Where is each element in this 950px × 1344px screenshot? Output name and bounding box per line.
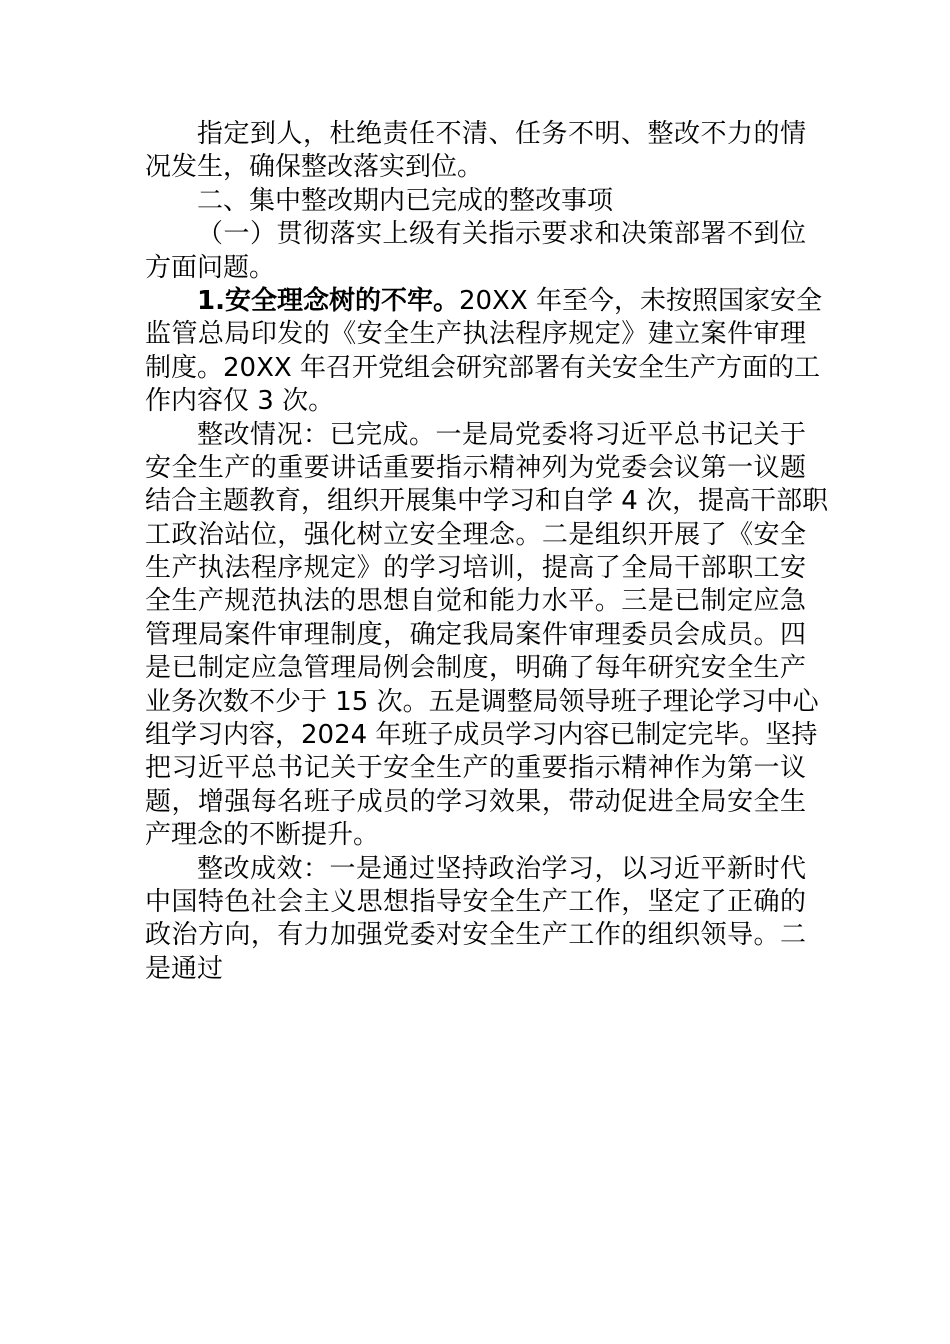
text-line: 业务次数不少于 15 次。五是调整局领导班子理论学习中心 [145,686,819,717]
text-line: 结合主题教育，组织开展集中学习和自学 4 次，提高干部职 [145,486,829,517]
subsection-heading-cont: 方面问题。 [145,252,276,283]
text-line: 产理念的不断提升。 [145,820,380,851]
text-line: 中国特色社会主义思想指导安全生产工作，坚定了正确的 [145,886,806,917]
subsection-heading: （一）贯彻落实上级有关指示要求和决策部署不到位 [197,219,806,250]
text-line: 整改成效：一是通过坚持政治学习，以习近平新时代 [197,853,806,884]
document-page [145,118,829,986]
text-line: 作内容仅 3 次。 [145,386,335,417]
text-line: 工政治站位，强化树立安全理念。二是组织开展了《安全 [145,519,806,550]
text-line: 况发生，确保整改落实到位。 [145,152,484,183]
text-line: 安全生产的重要讲话重要指示精神列为党委会议第一议题 [145,452,806,483]
text-line: 20XX 年至今，未按照国家安全 [458,285,822,316]
text-line: 全生产规范执法的思想自觉和能力水平。三是已制定应急 [145,586,806,617]
text-line: 管理局案件审理制度，确定我局案件审理委员会成员。四 [145,619,806,650]
text-line: 制度。20XX 年召开党组会研究部署有关安全生产方面的工 [145,352,820,383]
text-line: 题，增强每名班子成员的学习效果，带动促进全局安全生 [145,786,806,817]
section-heading: 二、集中整改期内已完成的整改事项 [197,185,614,216]
item-heading-line [145,285,822,318]
text-line: 是通过 [145,953,224,984]
text-line: 组学习内容，2024 年班子成员学习内容已制定完毕。坚持 [145,720,818,751]
text-line: 是已制定应急管理局例会制度，明确了每年研究安全生产 [145,653,806,684]
text-line: 监管总局印发的《安全生产执法程序规定》建立案件审理 [145,319,806,350]
text-line: 把习近平总书记关于安全生产的重要指示精神作为第一议 [145,753,806,784]
text-line: 生产执法程序规定》的学习培训，提高了全局干部职工安 [145,553,806,584]
text-line: 整改情况：已完成。一是局党委将习近平总书记关于 [197,419,806,450]
text-line: 指定到人，杜绝责任不清、任务不明、整改不力的情 [197,119,806,149]
text-line: 政治方向，有力加强党委对安全生产工作的组织领导。二 [145,920,806,951]
item-title: 1.安全理念树的不牢。 [197,285,459,316]
